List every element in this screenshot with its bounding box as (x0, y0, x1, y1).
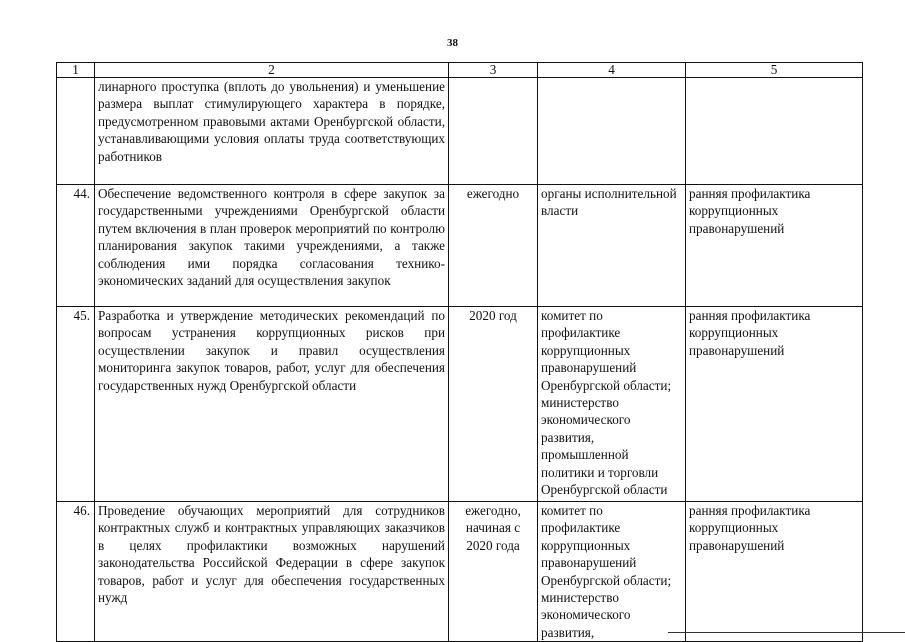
table-row (57, 502, 863, 642)
item-result: ранняя профилактика коррупционных правонарушений (686, 185, 863, 307)
table-row (57, 185, 863, 307)
item-term: ежегодно, начиная с 2020 года (449, 502, 538, 642)
item-description: линарного проступка (вплоть до увольнения) и уменьшение размера выплат стимулирующего характера в порядке, предусмотренном правовыми актами Оренбургской области, устанавливающими условия оплаты труда соответствующих работников (95, 78, 449, 185)
table-row (57, 78, 863, 185)
item-executor (538, 78, 686, 185)
column-header: 5 (686, 63, 863, 78)
item-term: 2020 год (449, 307, 538, 502)
item-description: Разработка и утверждение методических рекомендаций по вопросам устранения коррупционных рисков при осуществлении закупок и правил осуществления мониторинга закупок товаров, работ, услуг для обеспечения государственных нужд Оренбургской области (95, 307, 449, 502)
item-number: 45. (57, 307, 95, 502)
footer-rule (668, 632, 905, 633)
item-executor: органы исполнительной власти (538, 185, 686, 307)
item-result: ранняя профилактика коррупционных правонарушений (686, 502, 863, 642)
column-header: 3 (449, 63, 538, 78)
column-header: 1 (57, 63, 95, 78)
item-result (686, 78, 863, 185)
measures-table (56, 62, 863, 642)
item-executor: комитет по профилактике коррупционных правонарушений Оренбургской области; министерство экономического развития, (538, 502, 686, 642)
item-number: 46. (57, 502, 95, 642)
column-header: 4 (538, 63, 686, 78)
item-number: 44. (57, 185, 95, 307)
item-result: ранняя профилактика коррупционных правонарушений (686, 307, 863, 502)
item-number (57, 78, 95, 185)
item-description: Проведение обучающих мероприятий для сотрудников контрактных служб и контрактных управляющих заказчиков в целях профилактики возможных нарушений законодательства Российской Федерации в сфере закупок товаров, работ и услуг для обеспечения государственных нужд (95, 502, 449, 642)
item-description: Обеспечение ведомственного контроля в сфере закупок за государственными учреждениями Оренбургской области путем включения в план проверок мероприятий по контролю планирования закупок такими учреждениями, а также соблюдения ими порядка согласования технико-экономических заданий для осуществления закупок (95, 185, 449, 307)
table-header-row (57, 63, 863, 78)
item-executor: комитет по профилактике коррупционных правонарушений Оренбургской области; министерство экономического развития, промышленной политики и торговли Оренбургской области (538, 307, 686, 502)
page-number: 38 (447, 37, 458, 49)
table-row (57, 307, 863, 502)
column-header: 2 (95, 63, 449, 78)
item-term: ежегодно (449, 185, 538, 307)
item-term (449, 78, 538, 185)
